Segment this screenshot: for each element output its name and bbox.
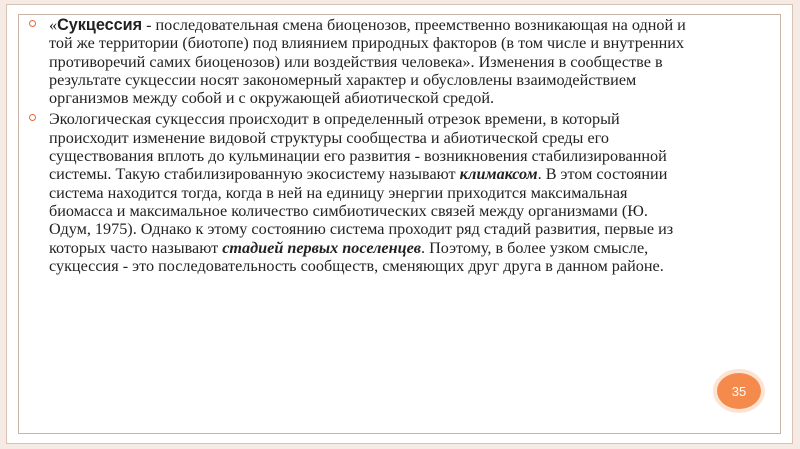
paragraph-ecological-succession (29, 110, 689, 275)
term-climax: климаксом (459, 165, 538, 184)
bullet-ring-icon (29, 114, 36, 121)
term-succession: Сукцессия (57, 16, 143, 34)
definition-text: - последовательная смена биоценозов, преемственно возникающая на одной и той же территории (биотопе) под влиянием природных факторов (в том числе и внутренних противоречий самих биоценозов) или воздействия человека». Изменения в сообществе в результате сукцессии носят закономерный характер и обусловлены взаимодействием организмов между собой и с окружающей абиотической средой. (49, 16, 686, 108)
slide (6, 4, 793, 444)
paragraph-succession-definition (29, 16, 689, 107)
open-quote: « (49, 16, 58, 34)
paragraph-text (49, 110, 689, 275)
text-segment-b: . В этом состоянии система находится тогда, когда в ней на единицу энергии приходится максимальная биомасса и максимальное количество симбиотических связей между организмами (Ю. Одум, 1975). Однако к этому состоянию система проходит ряд стадий развития, первые из которых часто называют (49, 165, 674, 257)
term-pioneer-stage: стадией первых поселенцев (222, 238, 422, 257)
text-segment-a: Экологическая сукцессия происходит в определенный отрезок времени, в который происходит изменение видовой структуры сообщества и абиотической среды его существования вплоть до кульминации его развития - возникновения стабилизированной системы. Такую стабилизированную экосистему называют (49, 110, 667, 184)
text-segment-c: . Поэтому, в более узком смысле, сукцессия - это последовательность сообществ, сменяющих друг друга в данном районе. (49, 238, 664, 275)
page-number-badge: 35 (717, 373, 761, 409)
bullet-ring-icon (29, 20, 36, 27)
slide-body (29, 16, 689, 278)
paragraph-text (49, 16, 689, 107)
